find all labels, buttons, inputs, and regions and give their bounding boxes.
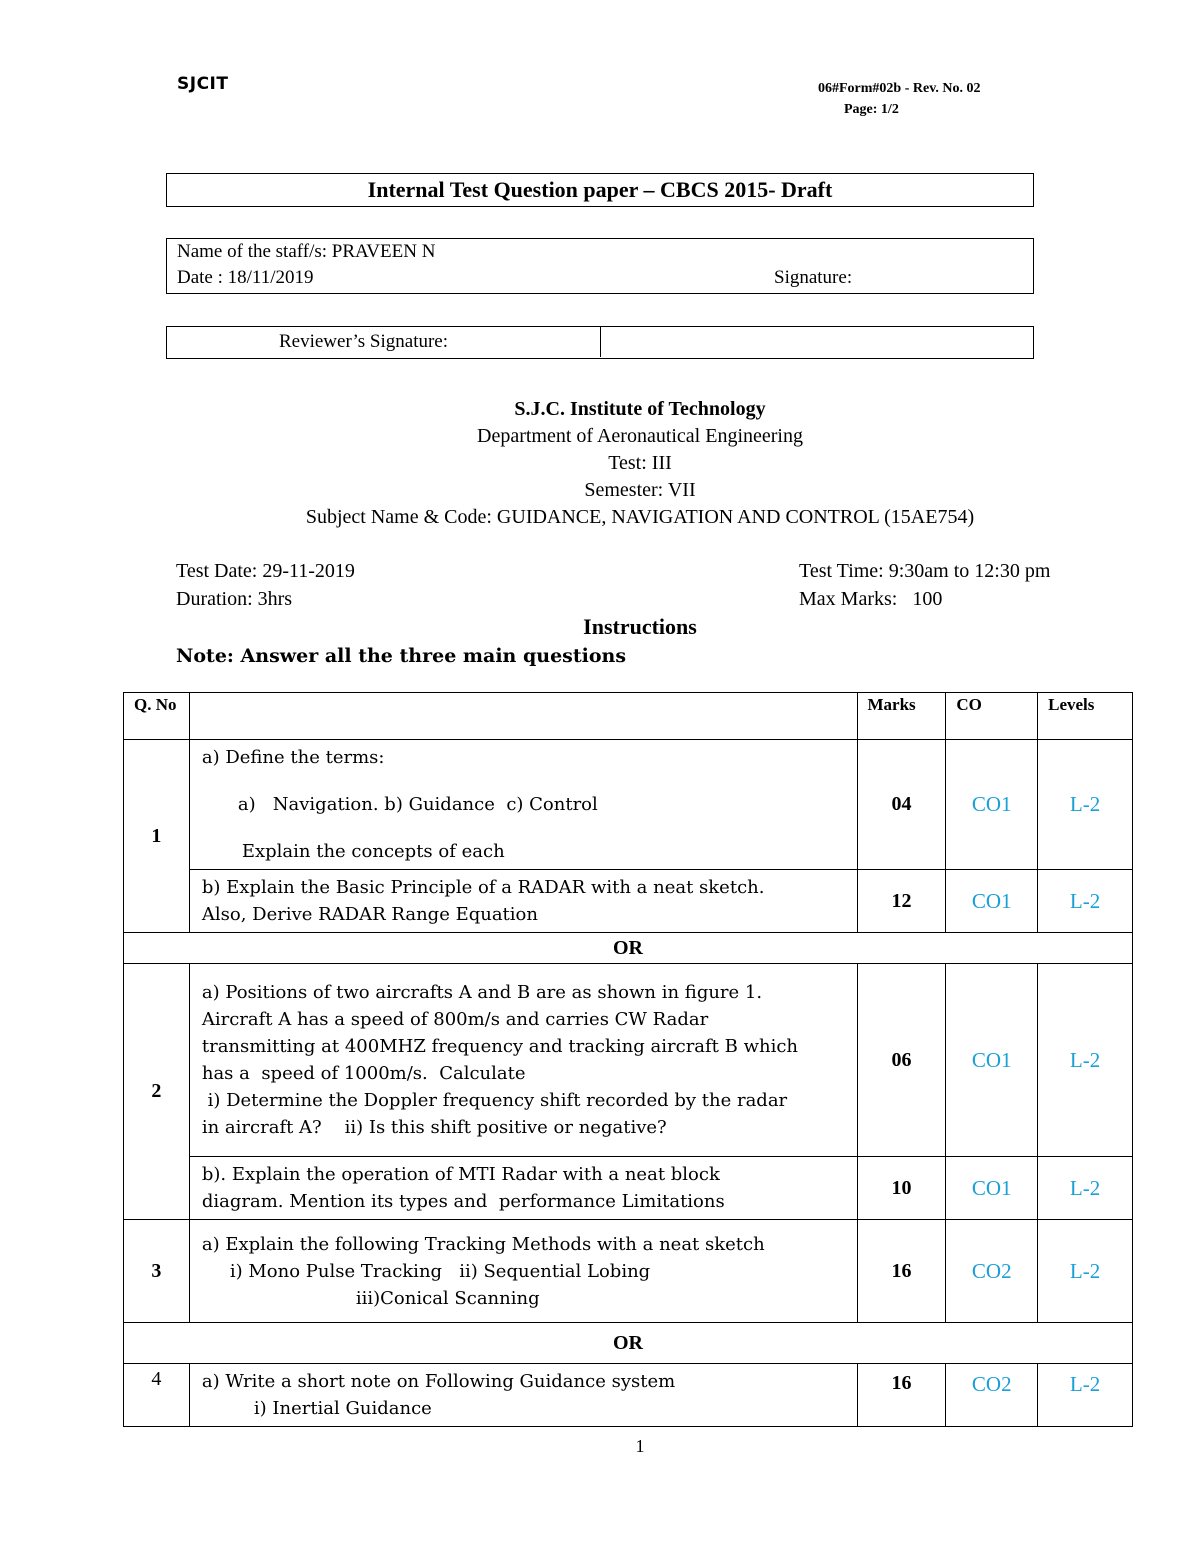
marks-cell: 12: [857, 870, 946, 933]
level-cell: L-2: [1038, 740, 1133, 870]
question-line: a) Define the terms:: [201, 747, 385, 768]
or-row: [124, 1323, 1133, 1364]
question-number: 2: [124, 964, 190, 1220]
table-header-row: [124, 693, 1133, 740]
question-text: [189, 870, 857, 933]
subject: Subject Name & Code: GUIDANCE, NAVIGATION AND CONTROL (15AE754): [305, 506, 975, 528]
question-line: iii)Conical Scanning: [355, 1287, 540, 1309]
table-row: [124, 1364, 1133, 1427]
question-table: [123, 692, 1133, 1427]
question-line: b) Explain the Basic Principle of a RADAR with a neat sketch.: [201, 877, 765, 898]
question-text: [189, 1364, 857, 1427]
header-qno: Q. No: [124, 693, 190, 740]
page-indicator: Page: 1/2: [844, 102, 899, 117]
table-row: [124, 964, 1133, 1157]
max-marks: Max Marks: 100: [799, 588, 943, 610]
question-line: a) Positions of two aircrafts A and B are as shown in figure 1.: [201, 982, 763, 1003]
question-text: [189, 1220, 857, 1323]
table-row: [124, 740, 1133, 870]
header-co: CO: [946, 693, 1038, 740]
document-title: Internal Test Question paper – CBCS 2015- Draft: [166, 173, 1034, 207]
reviewer-signature-label: Reviewer’s Signature:: [167, 327, 601, 357]
co-cell: CO1: [946, 740, 1038, 870]
page-number: 1: [635, 1436, 645, 1456]
test-date: Test Date: 29-11-2019: [176, 560, 355, 582]
staff-date: Date : 18/11/2019: [177, 267, 314, 288]
staff-signature-label: Signature:: [774, 267, 853, 288]
question-line: i) Mono Pulse Tracking ii) Sequential Lobing: [229, 1260, 651, 1282]
question-line: Explain the concepts of each: [241, 841, 505, 862]
level-cell: L-2: [1038, 1157, 1133, 1220]
level-cell: L-2: [1038, 1220, 1133, 1323]
question-text: [189, 740, 857, 870]
header-levels: Levels: [1038, 693, 1133, 740]
marks-cell: 16: [857, 1220, 946, 1323]
form-ref: 06#Form#02b - Rev. No. 02: [818, 81, 981, 96]
question-number: 1: [124, 740, 190, 933]
staff-name: Name of the staff/s: PRAVEEN N: [177, 241, 436, 262]
question-line: b). Explain the operation of MTI Radar with a neat block: [201, 1164, 720, 1185]
table-row: [124, 870, 1133, 933]
or-row: [124, 933, 1133, 964]
semester: Semester: VII: [584, 479, 696, 501]
header-marks: Marks: [857, 693, 946, 740]
co-cell: CO2: [946, 1220, 1038, 1323]
level-cell: L-2: [1038, 870, 1133, 933]
duration: Duration: 3hrs: [176, 588, 293, 610]
question-line: Aircraft A has a speed of 800m/s and carries CW Radar: [201, 1009, 709, 1030]
co-cell: CO2: [946, 1364, 1038, 1427]
table-row: [124, 1157, 1133, 1220]
question-text: [189, 1157, 857, 1220]
instructions-heading: Instructions: [583, 614, 697, 639]
staff-date-row: [177, 265, 1033, 291]
question-line: has a speed of 1000m/s. Calculate: [201, 1063, 526, 1084]
question-text: [189, 964, 857, 1157]
question-line: Also, Derive RADAR Range Equation: [201, 904, 538, 925]
marks-cell: 04: [857, 740, 946, 870]
header-form-ref: [818, 78, 981, 120]
institute-name: S.J.C. Institute of Technology: [514, 398, 766, 420]
co-cell: CO1: [946, 964, 1038, 1157]
question-number: 3: [124, 1220, 190, 1323]
department: Department of Aeronautical Engineering: [477, 425, 803, 447]
test-number: Test: III: [608, 452, 672, 474]
marks-cell: 10: [857, 1157, 946, 1220]
level-cell: L-2: [1038, 964, 1133, 1157]
header-question: [189, 693, 857, 740]
test-time: Test Time: 9:30am to 12:30 pm: [799, 560, 1051, 582]
reviewer-box: [166, 326, 1034, 359]
question-line: a) Navigation. b) Guidance c) Control: [237, 794, 598, 815]
level-cell: L-2: [1038, 1364, 1133, 1427]
or-divider: OR: [124, 1323, 1133, 1364]
instructions-note: Note: Answer all the three main questions: [176, 645, 627, 667]
staff-box: [166, 238, 1034, 294]
or-divider: OR: [124, 933, 1133, 964]
co-cell: CO1: [946, 870, 1038, 933]
question-number: 4: [124, 1364, 190, 1427]
question-line: in aircraft A? ii) Is this shift positive or negative?: [201, 1117, 667, 1138]
question-line: a) Explain the following Tracking Methods with a neat sketch: [201, 1233, 765, 1255]
question-line: a) Write a short note on Following Guidance system: [201, 1371, 676, 1392]
question-line: i) Determine the Doppler frequency shift recorded by the radar: [201, 1090, 788, 1111]
co-cell: CO1: [946, 1157, 1038, 1220]
question-line: diagram. Mention its types and performance Limitations: [201, 1191, 725, 1212]
marks-cell: 16: [857, 1364, 946, 1427]
header-org: SJCIT: [177, 74, 229, 94]
marks-cell: 06: [857, 964, 946, 1157]
question-line: i) Inertial Guidance: [253, 1398, 432, 1419]
table-row: [124, 1220, 1133, 1323]
question-line: transmitting at 400MHZ frequency and tracking aircraft B which: [201, 1036, 799, 1057]
